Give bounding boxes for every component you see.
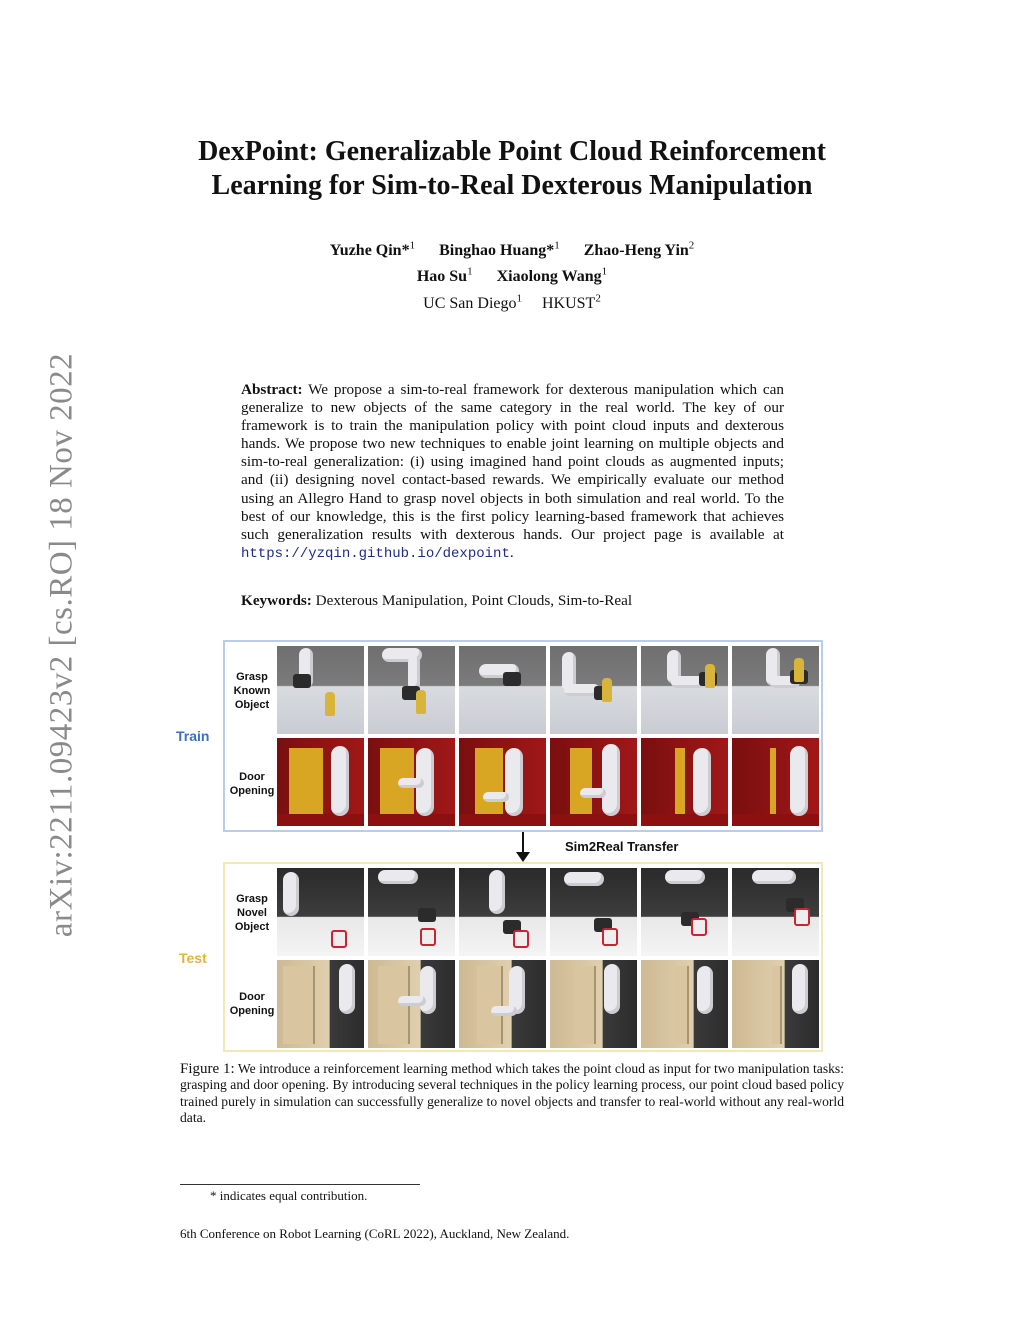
train-label: Train bbox=[176, 728, 210, 744]
real-grasp-frame bbox=[459, 868, 546, 956]
frames-door-real bbox=[277, 960, 819, 1048]
arxiv-identifier: arXiv:2211.09423v2 [cs.RO] 18 Nov 2022 bbox=[43, 352, 80, 938]
abstract: Abstract: We propose a sim-to-real framework for dexterous manipulation which can generalize to new objects of the same category in the real world. The key of our framework is to train the manipulation policy with point cloud inputs and dexterous hands. We propose two new techniques to enable joint learning on multiple objects and sim-to-real generalization: (i) using imagined hand point clouds as augmented inputs; and (ii) designing novel contact-based rewards. We empirically evaluate our method using an Allegro Hand to grasp novel objects in both simulation and real world. To the best of our knowledge, this is the first policy learning-based framework that achieves such generalization results with dexterous hands. Our project page is available at https://yzqin.github.io/dexpoint. bbox=[241, 381, 784, 562]
sim-grasp-frame bbox=[459, 646, 546, 734]
sim-door-frame bbox=[550, 738, 637, 826]
abstract-text: We propose a sim-to-real framework for dexterous manipulation which can generalize to new objects of the same category in the real world. The key of our framework is to train the manipulation policy with point cloud inputs and dexterous hands. We propose two new techniques to enable joint learning on multiple objects and sim-to-real generalization: (i) using imagined hand point clouds as augmented inputs; and (ii) designing novel contact-based rewards. We empirically evaluate our method using an Allegro Hand to grasp novel objects in both simulation and real world. To the best of our knowledge, this is the first policy learning-based framework that achieves such generalization results with dexterous hands. Our project page is available at bbox=[241, 381, 784, 543]
paper-title bbox=[150, 135, 874, 203]
real-grasp-frame bbox=[277, 868, 364, 956]
author: Zhao-Heng Yin$^2$ bbox=[583, 240, 695, 260]
sim-grasp-frame bbox=[732, 646, 819, 734]
caption-text: We introduce a reinforcement learning method which takes the point cloud as input for two manipulation tasks: grasping and door opening. By introducing several techniques in the policy learning process, our point cloud based policy trained purely in simulation can successfully generalize to novel objects and transfer to real-world without any real-world data. bbox=[180, 1061, 844, 1126]
real-grasp-frame bbox=[641, 868, 728, 956]
row-label-door-sim: Door Opening bbox=[229, 771, 275, 797]
affiliation: UC San Diego$^1$ bbox=[423, 293, 522, 313]
row-label-grasp-known: Grasp Known Object bbox=[233, 671, 271, 711]
real-door-frame bbox=[641, 960, 728, 1048]
author: Xiaolong Wang$^1$ bbox=[496, 265, 608, 285]
sim-grasp-frame bbox=[641, 646, 728, 734]
sim-door-frame bbox=[732, 738, 819, 826]
real-door-frame bbox=[277, 960, 364, 1048]
row-label-grasp-novel: Grasp Novel Object bbox=[234, 893, 270, 933]
frames-grasp-real bbox=[277, 868, 819, 956]
footnote: * indicates equal contribution. bbox=[210, 1188, 368, 1203]
sim2real-arrow-icon bbox=[516, 852, 530, 862]
sim-grasp-frame bbox=[277, 646, 364, 734]
sim2real-arrow-shaft bbox=[522, 832, 524, 854]
author: Yuzhe Qin*$^1$ bbox=[329, 240, 416, 260]
sim-door-frame bbox=[641, 738, 728, 826]
affiliations bbox=[150, 293, 874, 313]
sim-door-frame bbox=[368, 738, 455, 826]
keywords-text: Dexterous Manipulation, Point Clouds, Sim-to-Real bbox=[315, 592, 633, 609]
real-door-frame bbox=[459, 960, 546, 1048]
abstract-label: Abstract: bbox=[241, 381, 303, 398]
real-door-frame bbox=[368, 960, 455, 1048]
sim2real-transfer-label: Sim2Real Transfer bbox=[565, 839, 679, 854]
frames-door-sim bbox=[277, 738, 819, 826]
real-grasp-frame bbox=[550, 868, 637, 956]
row-label-door-real: Door Opening bbox=[229, 991, 275, 1017]
sim-grasp-frame bbox=[550, 646, 637, 734]
sim-door-frame bbox=[459, 738, 546, 826]
sim-grasp-frame bbox=[368, 646, 455, 734]
keywords bbox=[241, 592, 784, 610]
real-door-frame bbox=[732, 960, 819, 1048]
affiliation: HKUST$^2$ bbox=[541, 293, 601, 313]
title-line-1: DexPoint: Generalizable Point Cloud Reinforcement bbox=[198, 136, 826, 167]
frames-grasp-sim bbox=[277, 646, 819, 734]
keywords-label: Keywords: bbox=[241, 592, 312, 609]
sim-door-frame bbox=[277, 738, 364, 826]
author-row-2 bbox=[150, 261, 874, 286]
title-line-2: Learning for Sim-to-Real Dexterous Manipulation bbox=[211, 170, 813, 201]
author-list bbox=[150, 236, 874, 287]
figure-caption bbox=[180, 1061, 844, 1127]
author-row-1 bbox=[150, 236, 874, 261]
venue-note: 6th Conference on Robot Learning (CoRL 2022), Auckland, New Zealand. bbox=[180, 1226, 570, 1241]
real-grasp-frame bbox=[732, 868, 819, 956]
project-url-link[interactable]: https://yzqin.github.io/dexpoint bbox=[241, 545, 510, 562]
real-grasp-frame bbox=[368, 868, 455, 956]
train-panel bbox=[223, 640, 823, 832]
test-panel bbox=[223, 862, 823, 1052]
real-door-frame bbox=[550, 960, 637, 1048]
footnote-divider bbox=[180, 1184, 420, 1185]
author: Binghao Huang*$^1$ bbox=[439, 240, 560, 260]
author: Hao Su$^1$ bbox=[416, 265, 473, 285]
test-label: Test bbox=[179, 950, 207, 966]
caption-label: Figure 1: bbox=[180, 1061, 235, 1077]
